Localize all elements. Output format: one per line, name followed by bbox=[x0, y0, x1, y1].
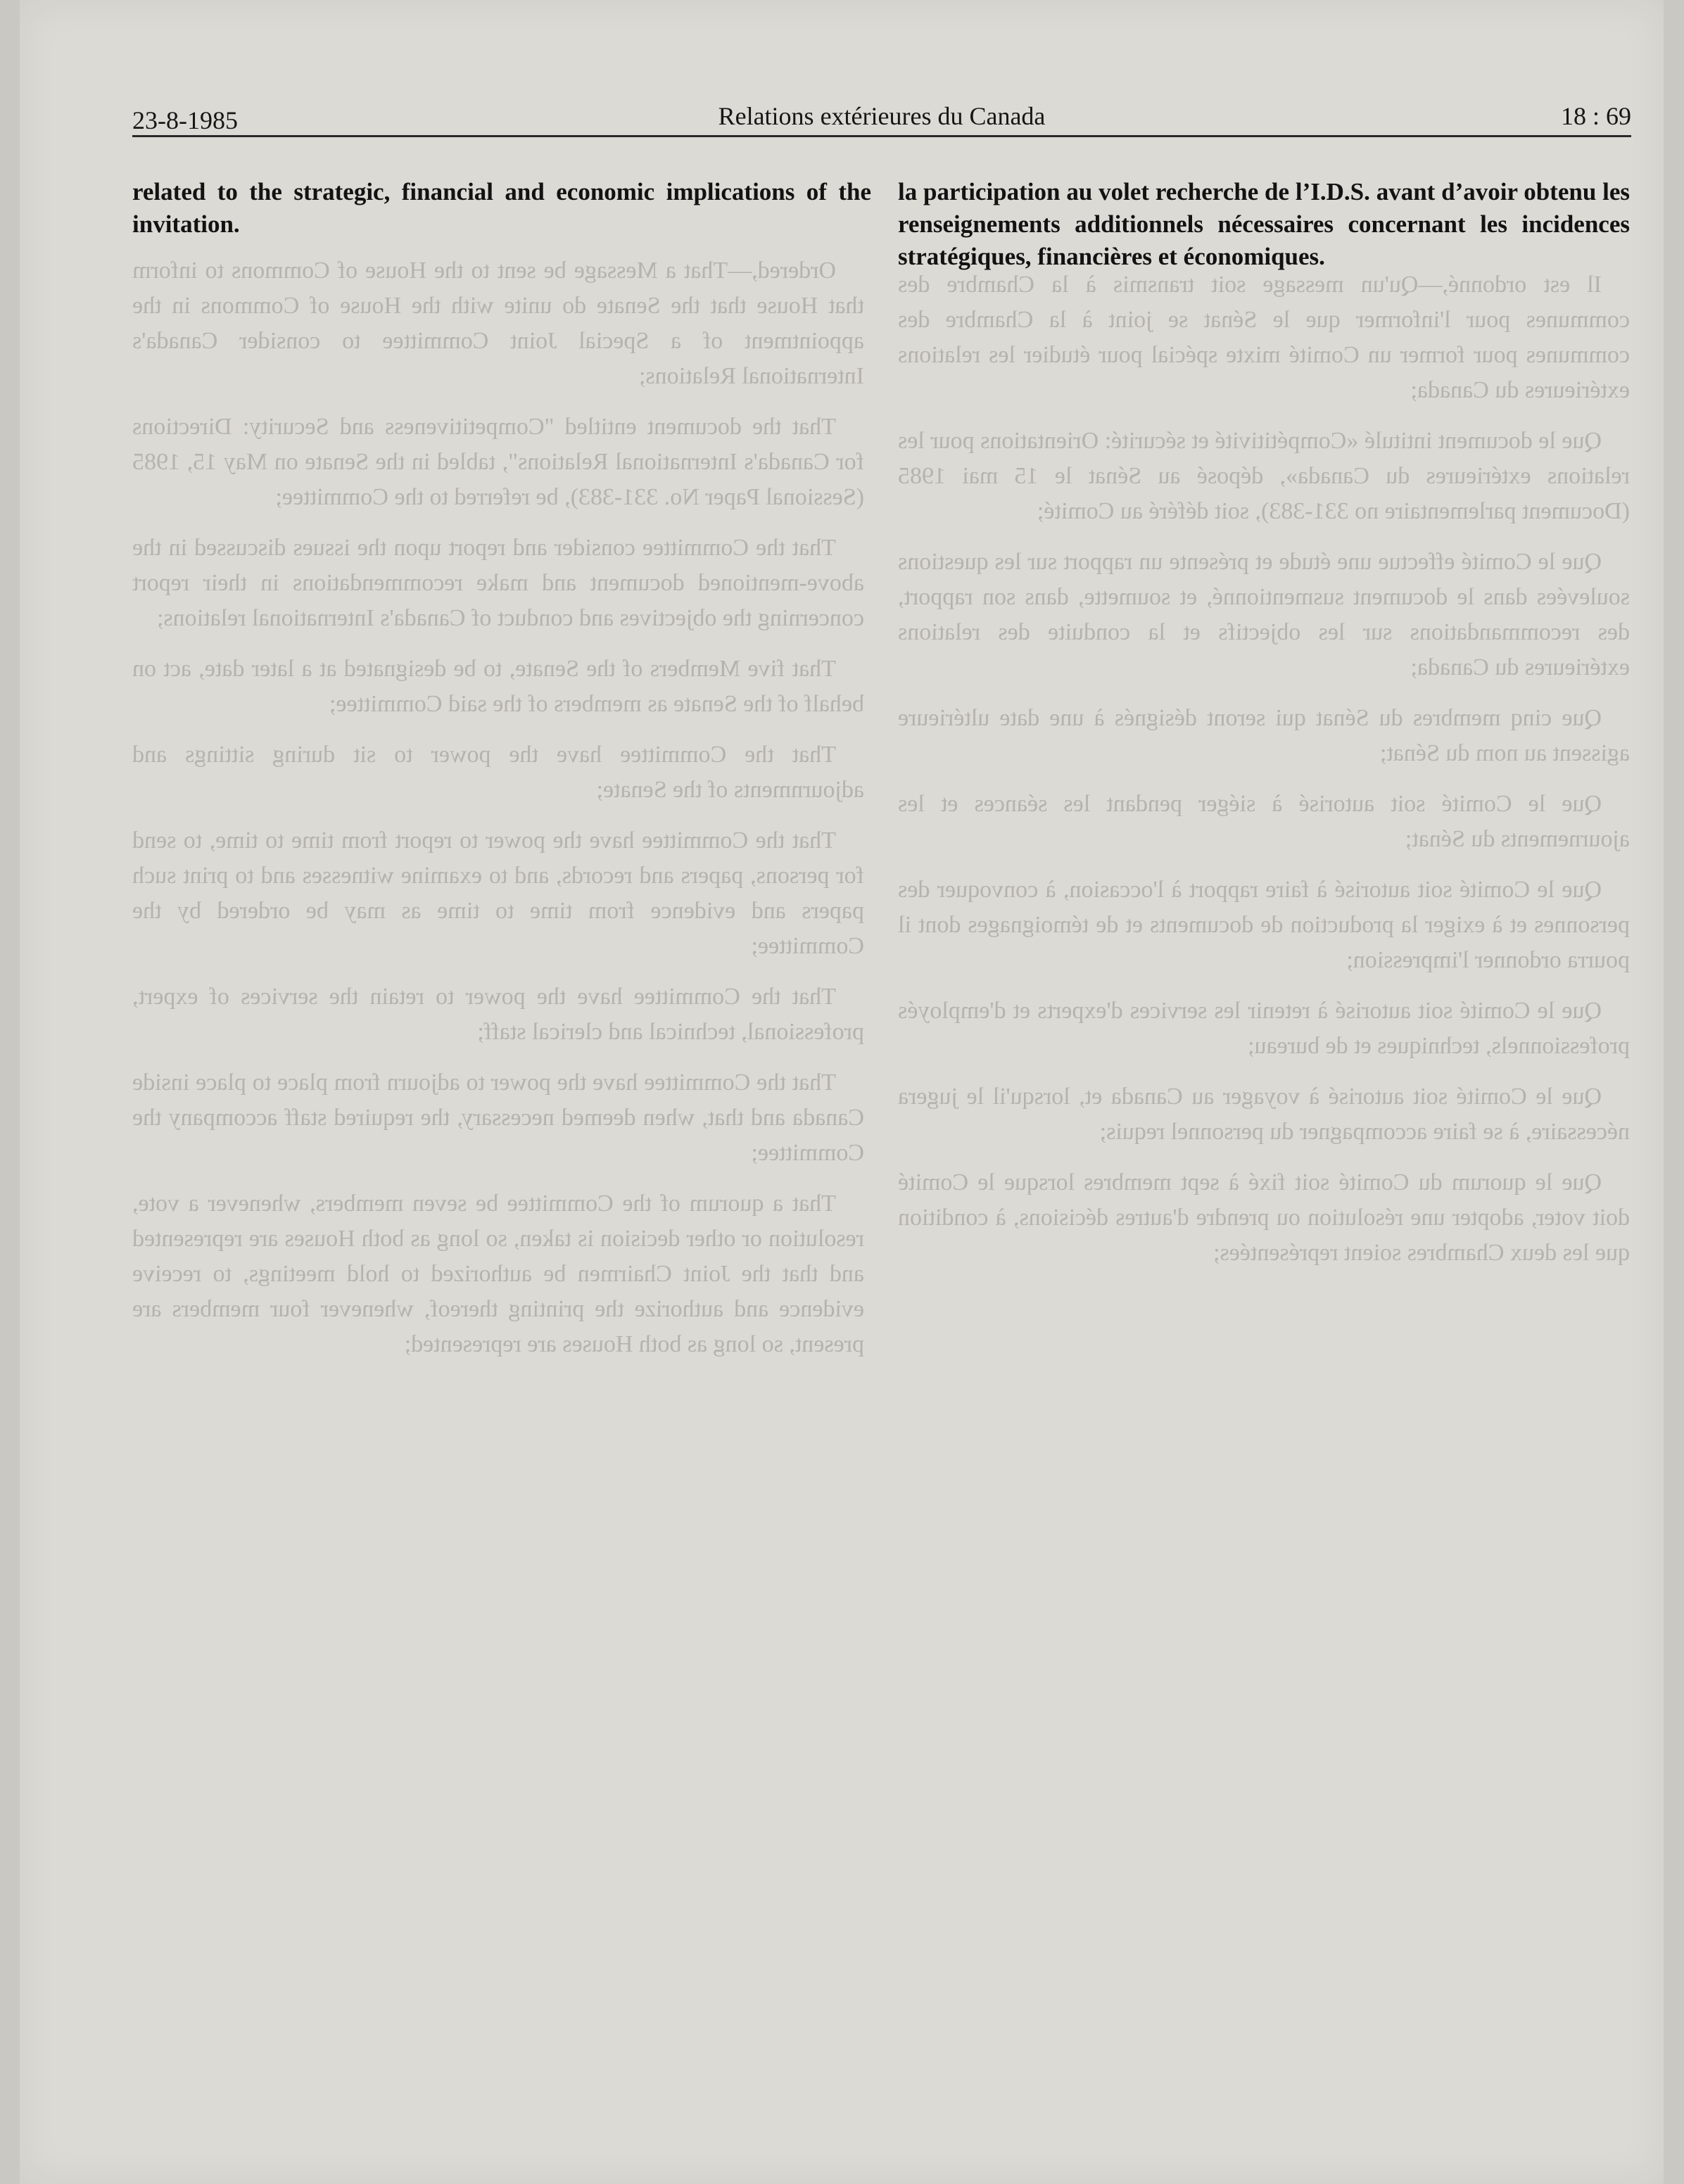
left-column bbox=[132, 176, 871, 241]
document-page bbox=[20, 0, 1664, 2184]
header-date: 23-8-1985 bbox=[132, 106, 238, 134]
header-rule bbox=[132, 135, 1631, 137]
left-column-paragraph: related to the strategic, financial and economic implications of the invitation. bbox=[132, 178, 871, 238]
header-page-number: 18 : 69 bbox=[1560, 102, 1631, 130]
right-column bbox=[898, 176, 1630, 273]
header-title: Relations extérieures du Canada bbox=[718, 102, 1046, 130]
page-header bbox=[132, 99, 1631, 138]
bleed-through-left: Ordered,—That a Message be sent to the House of Commons to inform that House that the Senate do unite with the House of Commons in the appointment of a Special Joint Committee to consider Canada's International Relations; That the document entitled "Competitiveness and Security: Directions for Canada's International Relations", tabled in the Senate on May 15, 1985 (Sessional Paper No. 331-383), be referred to the Committee; That the Committee consider and report upon the issues discussed in the above-mentioned document and make recommendations in their report concerning the objectives and conduct of Canada's International relations; That five Members of the Senate, to be designated at a later date, act on behalf of the Senate as members of the said Committee; That the Committee have the power to sit during sittings and adjournments of the Senate; That the Committee have the power to report from time to time, to send for persons, papers and records, and to examine witnesses and to print such papers and evidence from time to time as may be ordered by the Committee; That the Committee have the power to retain the services of expert, professional, technical and clerical staff; That the Committee have the power to adjourn from place to place inside Canada and that, when deemed necessary, the required staff accompany the Committee; That a quorum of the Committee be seven members, whenever a vote, resolution or other decision is taken, so long as both Houses are represented and that the Joint Chairmen be authorized to hold meetings, to receive evidence and authorize the printing thereof, whenever four members are present, so long as both Houses are represented; bbox=[132, 258, 864, 1357]
bleed-through-right: Il est ordonné,—Qu'un message soit transmis à la Chambre des communes pour l'informer que le Sénat se joint à la Chambre des communes pour former un Comité mixte spécial pour étudier les relations extérieures du Canada; Que le document intitulé «Compétitivité et sécurité: Orientations pour les relations extérieures du Canada», déposé au Sénat le 15 mai 1985 (Document parlementaire no 331-383), soit déféré au Comité; Que le Comité effectue une étude et présente un rapport sur les questions soulevées dans le document susmentionné, et soumette, dans son rapport, des recommandations sur les objectifs et la conduite des relations extérieures du Canada; Que cinq membres du Sénat qui seront désignés à une date ultérieure agissent au nom du Sénat; Que le Comité soit autorisé à siéger pendant les séances et les ajournements du Sénat; Que le Comité soit autorisé à faire rapport à l'occasion, à convoquer des personnes et à exiger la production de documents et de témoignages dont il pourra ordonner l'impression; Que le Comité soit autorisé à retenir les services d'experts et d'employés professionnels, techniques et de bureau; Que le Comité soit autorisé à voyager au Canada et, lorsqu'il le jugera nécessaire, à se faire accompagner du personnel requis; Que le quorum du Comité soit fixé à sept membres lorsque le Comité doit voter, adopter une résolution ou prendre d'autres décisions, à condition que les deux Chambres soient représentées; bbox=[898, 272, 1630, 1266]
right-column-paragraph: la participation au volet recherche de l’I.D.S. avant d’avoir obtenu les renseignements additionnels nécessaires concernant les incidences stratégiques, financières et économiques. bbox=[898, 178, 1630, 270]
